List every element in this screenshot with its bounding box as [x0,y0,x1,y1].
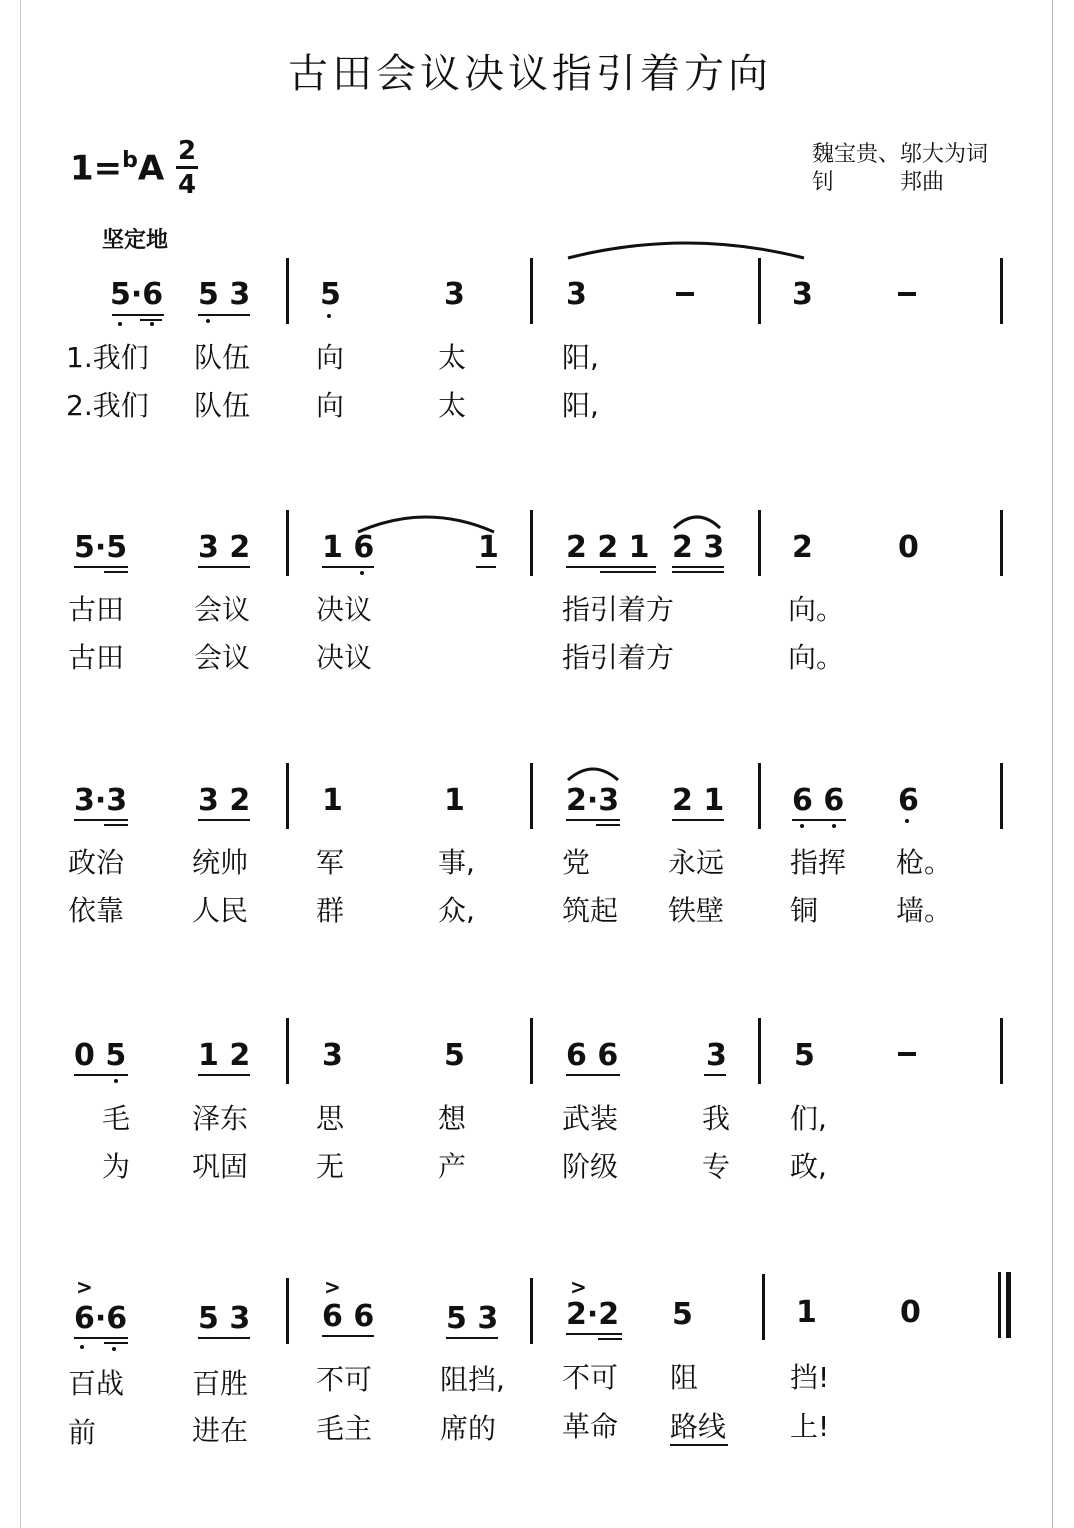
barline [530,1018,533,1084]
lyric-verse2: 为 [102,1150,131,1183]
barline [286,763,289,829]
lyric-verse2: 阶级 [562,1150,619,1183]
note: 6 6 [792,783,845,818]
tempo-marking: 坚定地 [102,228,169,253]
lyric-verse2: 政, [790,1150,827,1183]
barline [758,1018,761,1084]
final-barline-thick [1006,1272,1011,1338]
octave-dot [150,322,154,326]
octave-dot [905,819,909,823]
barline [286,1278,289,1344]
octave-dot [118,322,122,326]
barline [530,510,533,576]
lyric-verse2: 路线 [670,1410,727,1443]
lyric-verse2: 巩固 [192,1150,249,1183]
left-margin-strip [0,0,21,1528]
lyric-verse2: 无 [316,1150,345,1183]
lyric-verse2: 依靠 [68,894,125,927]
lyric-verse2: 决议 [316,641,373,674]
sustain-dash [898,292,916,296]
lyric-verse2: 铁壁 [668,894,725,927]
note: 5 3 [198,1301,251,1336]
note: 5 [444,1038,465,1073]
underline [672,819,724,821]
lyric-verse1: 我 [702,1102,731,1135]
slur [566,762,620,782]
octave-dot [832,824,836,828]
barline [758,763,761,829]
note: 3 [444,277,465,312]
underline [74,1074,128,1076]
note: 5·6 [110,277,164,312]
lyric-verse1: 武装 [562,1102,619,1135]
lyric-verse1: 古田 [68,593,125,626]
lyric-verse2: 众, [438,894,475,927]
note: 3 [706,1038,727,1073]
lyric-verse2: 向。 [788,641,845,674]
note: 2 [792,530,813,565]
note: 3 2 [198,783,251,818]
note: 5 [794,1038,815,1073]
key-note: A [137,148,165,189]
underline [672,566,724,568]
underline [566,1074,620,1076]
lyric-verse1: 向 [316,341,345,374]
lyric-verse1: 想 [438,1102,467,1135]
song-title: 古田会议决议指引着方向 [288,51,772,97]
underline [112,314,164,316]
octave-dot [80,1345,84,1349]
note: 5·5 [74,530,128,565]
barline [1000,510,1003,576]
lyric-verse2: 革命 [562,1410,619,1443]
underline [566,1333,622,1335]
underline [198,314,250,316]
note: 6 6 [322,1299,375,1334]
note: 2·2 [566,1297,620,1332]
accent-mark: > [324,1275,341,1299]
lyric-verse1: 思 [316,1102,345,1135]
lyric-verse1: 枪。 [896,846,953,879]
lyric-verse1: 太 [438,341,467,374]
underline [104,824,128,826]
lyricist-credit: 魏宝贵、邬大为词 [812,142,989,167]
underline [104,571,128,573]
octave-dot [206,319,210,323]
barline [1000,1018,1003,1084]
lyric-verse1: 指引着方 [562,593,675,626]
note: 0 [900,1295,921,1330]
octave-dot [114,1079,118,1083]
lyric-verse2: 会议 [194,641,251,674]
note: 5 3 [198,277,251,312]
lyric-verse2: 阳, [562,389,599,422]
key-prefix: 1= [70,148,123,189]
accent-mark: > [76,1275,93,1299]
lyric-verse1: 向。 [788,593,845,626]
lyric-verse2: 上! [790,1410,830,1443]
underline [670,1444,728,1446]
sustain-dash [676,292,694,296]
barline [1000,763,1003,829]
lyric-verse1: 永远 [668,846,725,879]
lyric-verse1: 1.我们 [66,341,149,374]
lyric-verse1: 毛 [102,1102,131,1135]
underline [198,1074,250,1076]
note: 6 [898,783,919,818]
barline [762,1274,765,1340]
lyric-verse2: 人民 [192,894,249,927]
octave-dot [360,571,364,575]
underline [566,566,656,568]
lyric-verse2: 专 [702,1150,731,1183]
lyric-verse2: 向 [316,389,345,422]
lyric-verse2: 古田 [68,641,125,674]
octave-dot [112,1347,116,1351]
note: 3 [792,277,813,312]
barline [286,258,289,324]
lyric-verse2: 队伍 [194,389,251,422]
note: 3 2 [198,530,251,565]
lyric-verse1: 百胜 [192,1367,249,1400]
underline [446,1337,498,1339]
lyric-verse1: 政治 [68,846,125,879]
note: 6 6 [566,1038,619,1073]
right-margin-strip [1052,0,1073,1528]
lyric-verse1: 阻挡, [440,1363,505,1396]
note: 1 6 [322,530,375,565]
time-sig-bottom: 4 [177,170,197,200]
lyric-verse1: 泽东 [192,1102,249,1135]
accent-mark: > [570,1275,587,1299]
lyric-verse2: 群 [316,894,345,927]
lyric-verse2: 筑起 [562,894,619,927]
underline [198,566,250,568]
key-flat: b [122,148,138,173]
lyric-verse1: 阻 [670,1361,699,1394]
barline [530,258,533,324]
slur [356,508,496,538]
lyric-verse1: 决议 [316,593,373,626]
lyric-verse2: 指引着方 [562,641,675,674]
lyric-verse1: 百战 [68,1367,125,1400]
lyric-verse1: 军 [316,846,345,879]
barline [530,1278,533,1344]
lyric-verse2: 太 [438,389,467,422]
note: 5 3 [446,1301,499,1336]
note: 0 5 [74,1038,127,1073]
lyric-verse2: 2.我们 [66,389,149,422]
underline [566,819,620,821]
barline [286,510,289,576]
note: 3 [566,277,587,312]
underline [596,824,620,826]
barline [1000,258,1003,324]
lyric-verse2: 铜 [790,894,819,927]
underline [198,1337,250,1339]
note: 1 2 [198,1038,251,1073]
time-sig-top: 2 [177,136,197,166]
time-sig-line [176,166,198,169]
underline [792,819,846,821]
lyric-verse1: 事, [438,846,475,879]
key-signature [70,148,165,189]
note: 2 1 [672,783,725,818]
barline [286,1018,289,1084]
underline [672,571,724,573]
underline [600,571,656,573]
note: 1 [796,1295,817,1330]
barline [530,763,533,829]
note: 0 [898,530,919,565]
lyric-verse1: 们, [790,1102,827,1135]
sustain-dash [898,1052,916,1056]
slur [672,510,722,530]
lyric-verse2: 墙。 [896,894,953,927]
underline [74,819,128,821]
underline [704,1074,726,1076]
lyric-verse1: 不可 [316,1363,373,1396]
composer-credit: 钊 邦曲 [812,170,945,195]
final-barline-thin [998,1272,1001,1338]
lyric-verse2: 毛主 [316,1412,373,1445]
octave-dot [327,314,331,318]
note: 1 [478,530,499,565]
underline [476,566,496,568]
lyric-verse1: 阳, [562,341,599,374]
note: 2 3 [672,530,725,565]
lyric-verse2: 进在 [192,1414,249,1447]
underline [598,1338,622,1340]
barline [758,258,761,324]
note: 1 [444,783,465,818]
lyric-verse1: 挡! [790,1361,830,1394]
lyric-verse2: 产 [438,1150,467,1183]
note: 2·3 [566,783,620,818]
note: 5 [320,277,341,312]
underline [140,319,162,321]
lyric-verse1: 不可 [562,1361,619,1394]
note: 6·6 [74,1301,128,1336]
barline [758,510,761,576]
lyric-verse1: 指挥 [790,846,847,879]
lyric-verse1: 统帅 [192,846,249,879]
underline [74,1337,128,1339]
underline [74,566,128,568]
octave-dot [800,824,804,828]
underline [322,1335,374,1337]
note: 3·3 [74,783,128,818]
slur [566,236,806,266]
underline [322,566,374,568]
lyric-verse1: 队伍 [194,341,251,374]
lyric-verse2: 席的 [440,1412,497,1445]
lyric-verse1: 党 [562,846,591,879]
note: 5 [672,1297,693,1332]
note: 3 [322,1038,343,1073]
lyric-verse2: 前 [68,1416,97,1449]
note: 1 [322,783,343,818]
note: 2 2 1 [566,530,650,565]
lyric-verse1: 会议 [194,593,251,626]
underline [198,819,250,821]
underline [104,1342,128,1344]
